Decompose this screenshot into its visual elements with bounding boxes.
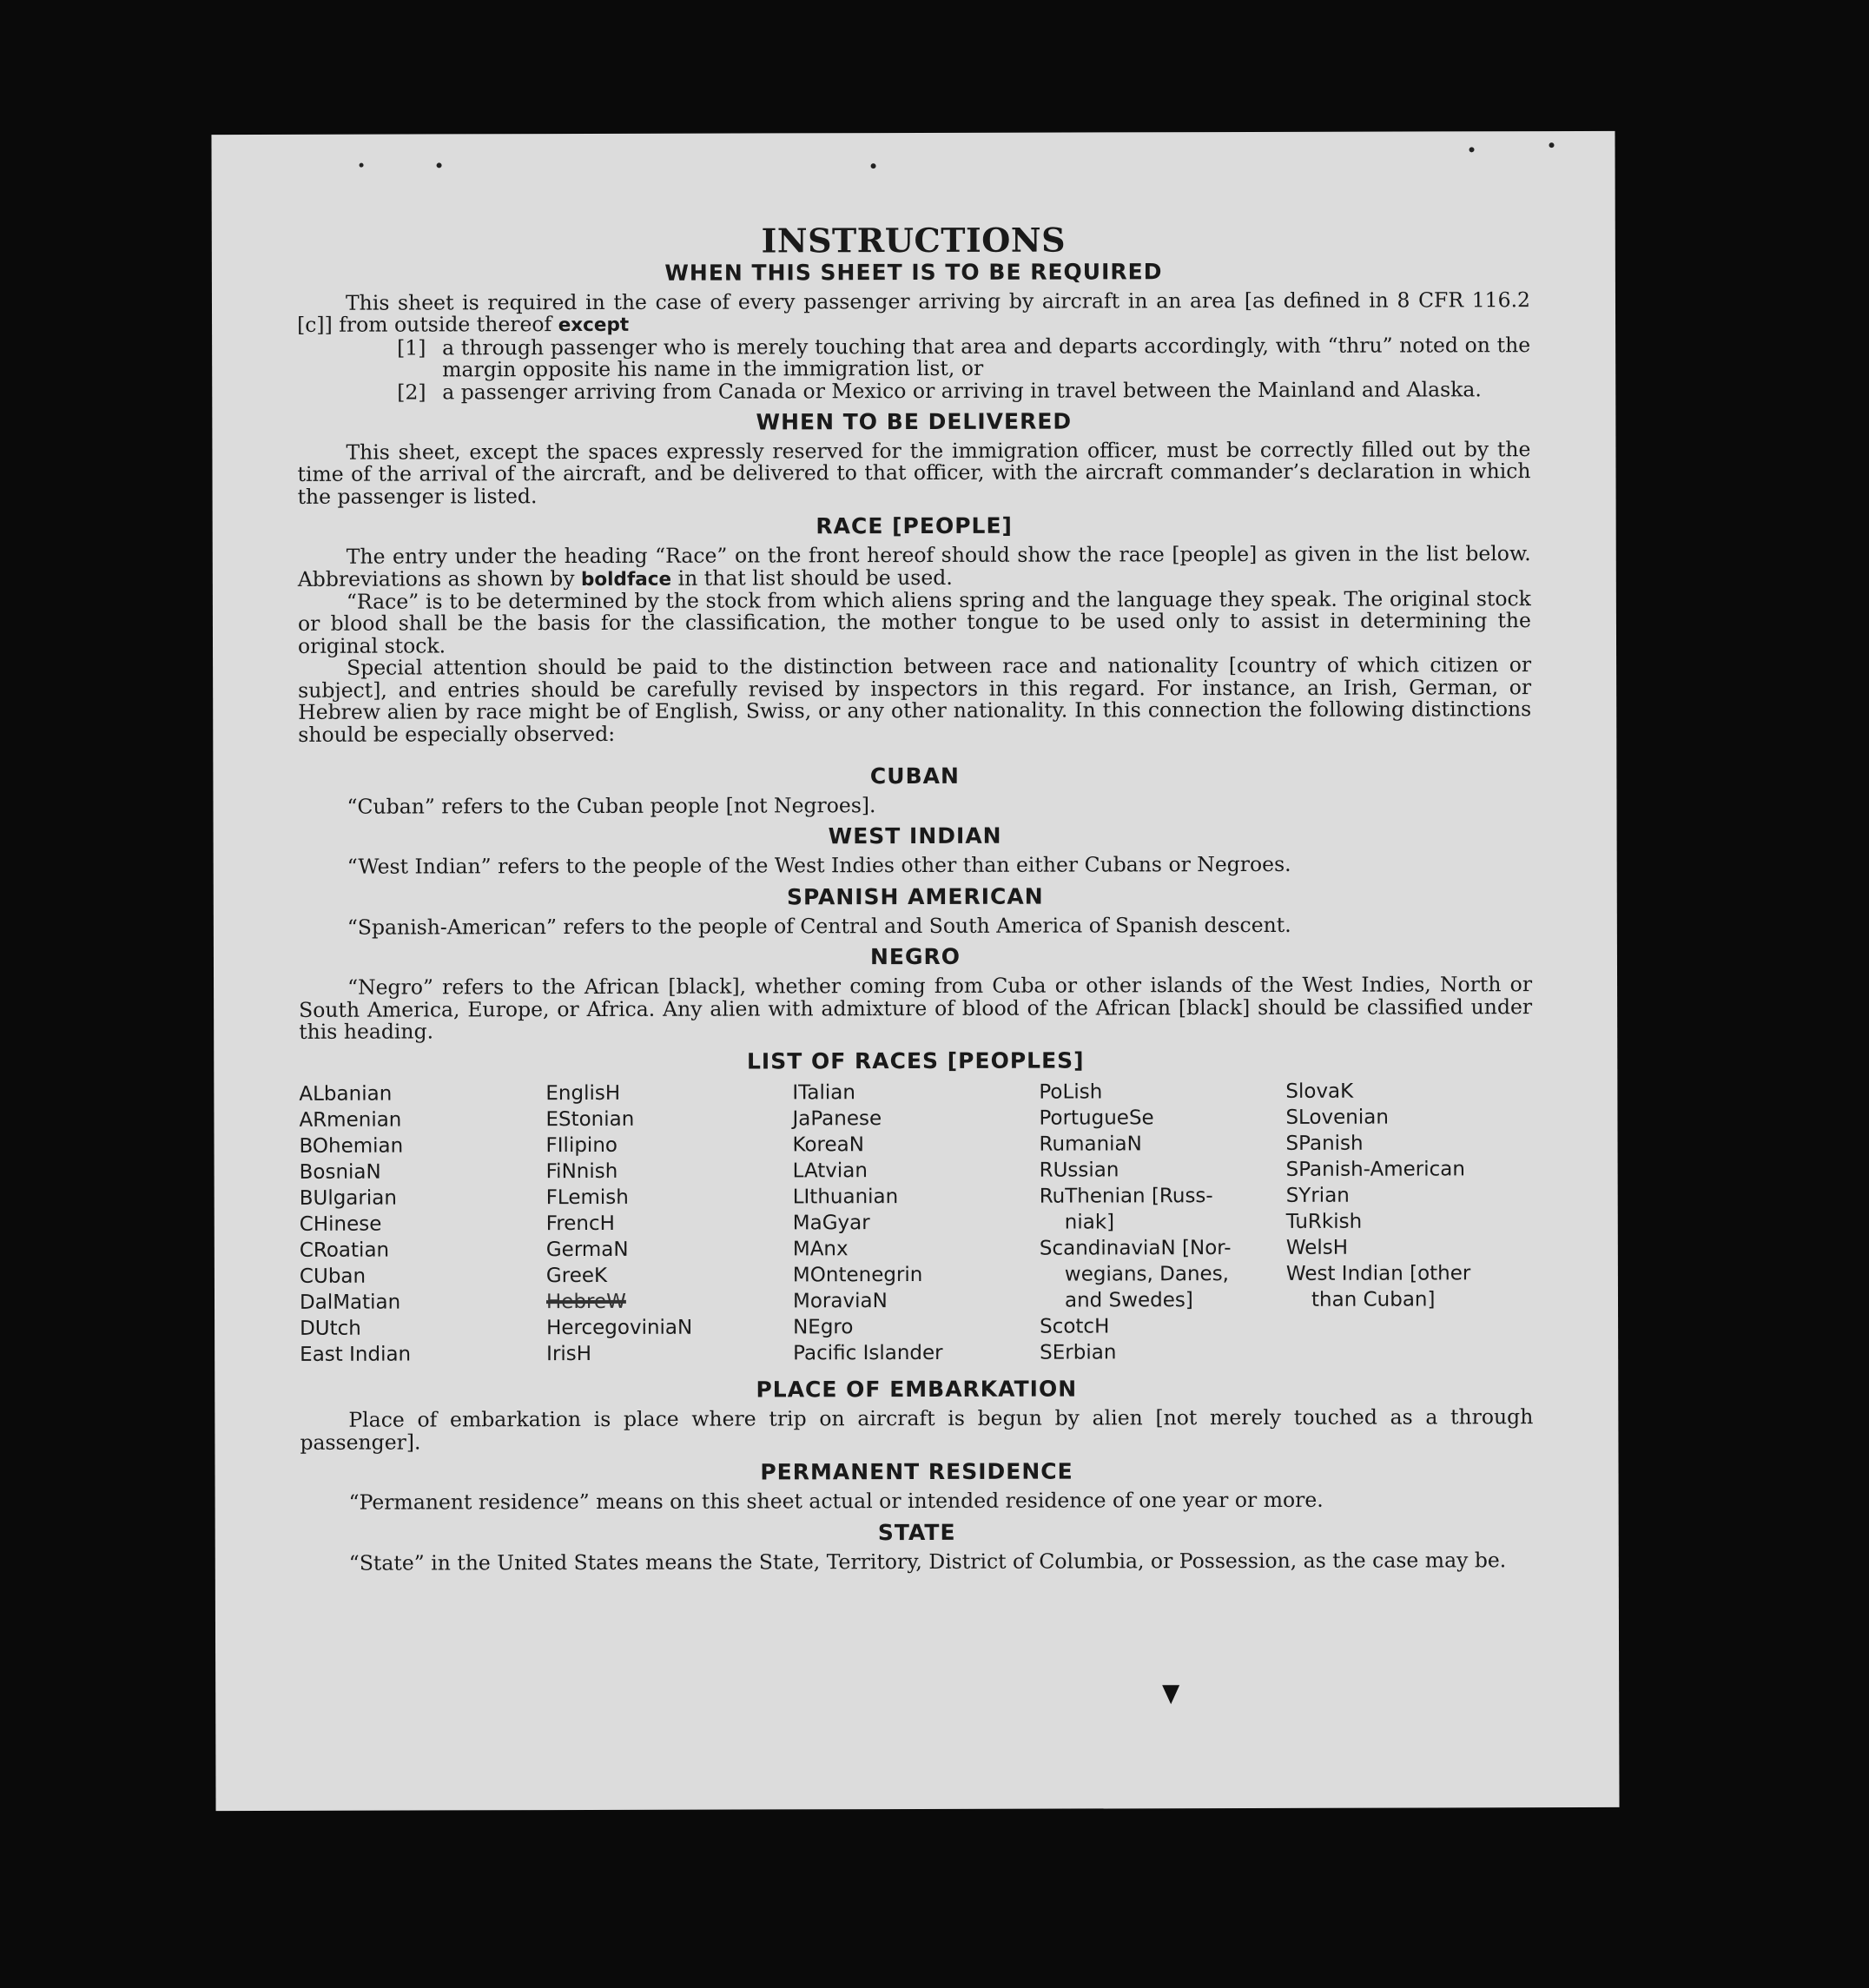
- race-entry: WelsH: [1285, 1237, 1349, 1260]
- race-entry: GermaN: [545, 1238, 629, 1262]
- race-entry: PortugueSe: [1039, 1106, 1154, 1130]
- embarkation-text: Place of embarkation is place where trip on aircraft is begun by alien [not merely touched as a through passenger].: [300, 1404, 1534, 1455]
- stray-mark: [1162, 1685, 1179, 1704]
- race-entry: SlovaK: [1285, 1080, 1354, 1104]
- race-entry: FLemish: [545, 1186, 629, 1210]
- exception-item: [397, 334, 1530, 381]
- race-list: [299, 1078, 1533, 1368]
- section-heading-list: LIST OF RACES [PEOPLES]: [746, 1047, 1085, 1074]
- race-paragraph-1: The entry under the heading “Race” on the front hereof should show the race [people] as given in the list below. Abbreviations as shown by boldface in that list should be used.: [297, 541, 1531, 591]
- race-entry-continued: and Swedes]: [1064, 1289, 1193, 1312]
- negro-text: “Negro” refers to the African [black], whether coming from Cuba or other islands of the West Indies, North or South America, Europe, or Africa. Any alien with admixture of blood of the African [black] should be classified under this heading.: [299, 972, 1533, 1044]
- cuban-text: “Cuban” refers to the Cuban people [not Negroes].: [347, 793, 876, 819]
- race-entry: SPanish-American: [1285, 1158, 1465, 1182]
- race-entry: MoraviaN: [792, 1290, 888, 1313]
- race-entry: ARmenian: [299, 1108, 402, 1133]
- race-entry: DalMatian: [299, 1291, 401, 1315]
- race-column: [299, 1080, 546, 1368]
- exception-number: [2]: [397, 380, 426, 405]
- required-intro: This sheet is required in the case of every passenger arriving by aircraft in an area [as defined in 8 CFR 116.2 [c]] from outside thereof except: [297, 287, 1531, 338]
- race-entry: ITalian: [792, 1081, 855, 1105]
- race-entry: NEgro: [793, 1316, 854, 1339]
- race-entry: CHinese: [299, 1212, 382, 1237]
- race-entry: SErbian: [1040, 1341, 1117, 1364]
- race-entry: PoLish: [1039, 1080, 1103, 1104]
- race-entry-struck: HebreW: [545, 1291, 626, 1314]
- race-entry: SYrian: [1285, 1185, 1350, 1208]
- instructions-body: [297, 220, 1534, 1575]
- race-entry: ScandinaviaN [Nor-: [1039, 1237, 1232, 1260]
- race-entry: SPanish: [1285, 1132, 1364, 1156]
- race-entry: West Indian [other: [1285, 1262, 1471, 1286]
- section-heading-spanish-american: SPANISH AMERICAN: [786, 883, 1044, 910]
- race-entry: FrencH: [545, 1212, 615, 1236]
- delivered-text: This sheet, except the spaces expressly reserved for the immigration officer, must be correctly filled out by the time of the arrival of the aircraft, and be delivered to that officer, with the aircraft commander’s declaration in which the passenger is listed.: [297, 437, 1531, 509]
- exception-item: [397, 376, 1530, 405]
- race-entry: GreeK: [545, 1265, 608, 1288]
- race-entry: RUssian: [1039, 1159, 1119, 1182]
- section-heading-state: STATE: [877, 1519, 956, 1545]
- document-sheet: [211, 131, 1619, 1811]
- exception-number: [1]: [397, 335, 426, 360]
- race-entry: BosniaN: [299, 1160, 381, 1185]
- race-entry: JaPanese: [792, 1107, 882, 1131]
- race-entry: East Indian: [300, 1343, 412, 1367]
- section-heading-negro: NEGRO: [869, 943, 961, 970]
- spanish-american-text: “Spanish-American” refers to the people of Central and South America of Spanish descent.: [347, 912, 1291, 940]
- race-column: [792, 1080, 1040, 1367]
- punch-speck: [437, 162, 442, 168]
- race-entry: ALbanian: [299, 1082, 393, 1106]
- race-entry: RuThenian [Russ-: [1039, 1185, 1213, 1208]
- section-heading-delivered: WHEN TO BE DELIVERED: [756, 408, 1073, 435]
- race-entry: BUlgarian: [299, 1186, 397, 1211]
- race-entry: HercegoviniaN: [546, 1317, 693, 1340]
- punch-speck: [871, 163, 876, 168]
- punch-speck: [360, 163, 364, 168]
- west-indian-text: “West Indian” refers to the people of the West Indies other than either Cubans or Negroes.: [347, 852, 1291, 880]
- race-entry: DUtch: [300, 1318, 361, 1341]
- race-column: [545, 1080, 793, 1368]
- race-entry: FIlipino: [545, 1134, 617, 1158]
- race-column: [1285, 1078, 1533, 1365]
- race-entry: ScotcH: [1040, 1315, 1110, 1338]
- section-heading-race: RACE [PEOPLE]: [816, 512, 1013, 539]
- punch-speck: [1469, 147, 1475, 152]
- race-entry: SLovenian: [1285, 1106, 1389, 1130]
- race-entry: MAnx: [792, 1238, 849, 1261]
- race-column: [1039, 1079, 1286, 1366]
- state-text: “State” in the United States means the State, Territory, District of Columbia, or Possession, as the case may be.: [348, 1547, 1507, 1575]
- race-entry: LAtvian: [792, 1159, 868, 1183]
- race-entry: TuRkish: [1285, 1210, 1363, 1234]
- section-heading-cuban: CUBAN: [869, 763, 960, 789]
- section-heading-residence: PERMANENT RESIDENCE: [760, 1458, 1073, 1485]
- race-entry: FiNnish: [545, 1160, 618, 1184]
- race-entry-continued: than Cuban]: [1311, 1288, 1436, 1312]
- race-entry: EnglisH: [545, 1082, 621, 1106]
- section-heading-west-indian: WEST INDIAN: [828, 823, 1002, 849]
- race-paragraph-2: “Race” is to be determined by the stock from which aliens spring and the language they speak. The original stock or blood shall be the basis for the classification, the mother tongue to be used only to assist in determining the original stock.: [297, 586, 1531, 658]
- section-heading-required: WHEN THIS SHEET IS TO BE REQUIRED: [664, 259, 1163, 286]
- race-entry: LIthuanian: [792, 1186, 899, 1209]
- race-entry: IrisH: [546, 1343, 592, 1366]
- race-entry: CRoatian: [299, 1238, 390, 1263]
- race-entry: CUban: [299, 1265, 367, 1289]
- exception-text: a passenger arriving from Canada or Mexico or arriving in travel between the Mainland and Alaska.: [442, 376, 1482, 405]
- race-entry: EStonian: [545, 1108, 635, 1132]
- race-entry-continued: niak]: [1064, 1211, 1115, 1234]
- section-heading-embarkation: PLACE OF EMBARKATION: [756, 1376, 1078, 1403]
- residence-text: “Permanent residence” means on this sheet actual or intended residence of one year or more.: [348, 1487, 1324, 1515]
- race-entry: MOntenegrin: [792, 1264, 923, 1287]
- exception-text: a through passenger who is merely touching that area and departs accordingly, with “thru” noted on the margin opposite his name in the immigration list, or: [442, 332, 1531, 382]
- race-entry: BOhemian: [299, 1134, 404, 1159]
- race-entry: Pacific Islander: [793, 1342, 943, 1365]
- race-entry: MaGyar: [792, 1212, 870, 1235]
- race-paragraph-3: Special attention should be paid to the distinction between race and nationality [country of which citizen or subject], and entries should be carefully revised by inspectors in this regard. For instance, an Irish, German, or Hebrew alien by race might be of English, Swiss, or any other nationality. In this connection the following distinctions should be especially observed:: [298, 652, 1532, 747]
- race-entry: KoreaN: [792, 1133, 864, 1157]
- page-title: INSTRUCTIONS: [761, 220, 1067, 261]
- punch-speck: [1549, 142, 1555, 148]
- race-entry-continued: wegians, Danes,: [1064, 1263, 1230, 1286]
- race-entry: RumaniaN: [1039, 1133, 1142, 1156]
